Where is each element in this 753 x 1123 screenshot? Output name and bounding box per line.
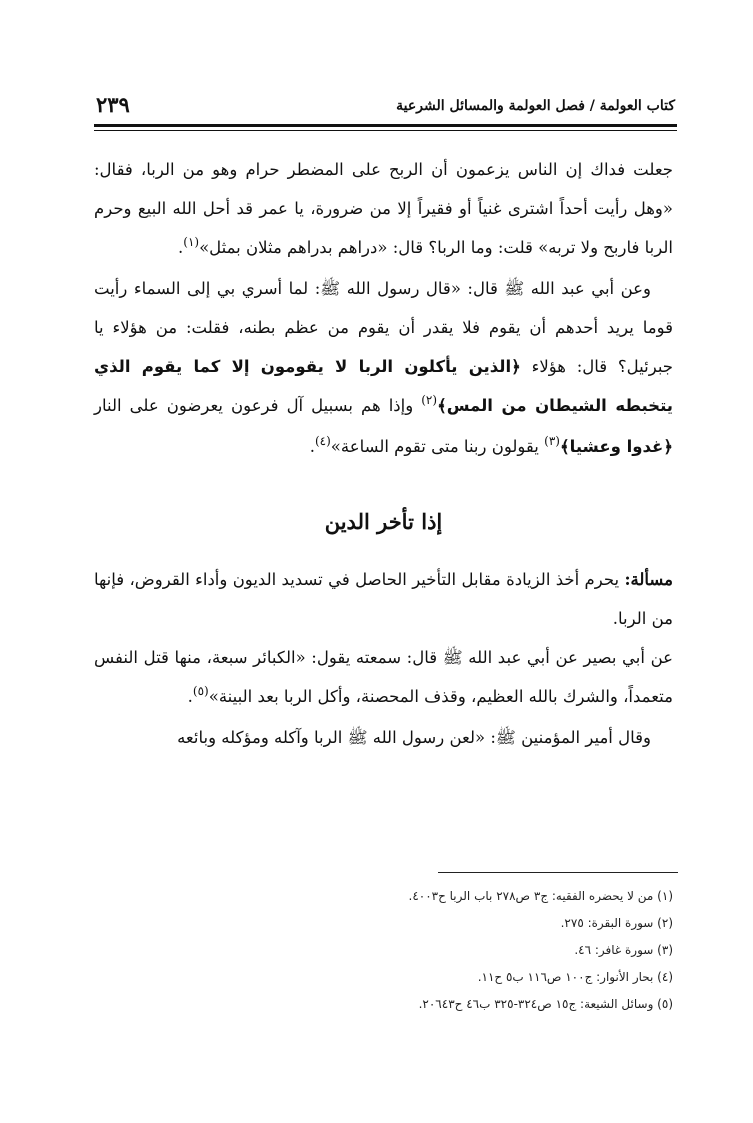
header-rule-thick xyxy=(94,124,677,127)
quran-quote-1: ﴿الذين يأكلون الربا لا يقومون إلا كما يقوم الذي يتخبطه الشيطان من المس﴾ xyxy=(94,357,673,415)
paragraph-4: عن أبي بصير عن أبي عبد الله ﷺ قال: سمعته يقول: «الكبائر سبعة، منها قتل النفس متعمداً، والشرك بالله العظيم، وقذف المحصنة، وأكل الربا بعد البينة»$^{(٥)}$. xyxy=(94,648,673,706)
footnote-ref-3[interactable]: (٣) xyxy=(544,434,560,448)
footnotes xyxy=(240,883,673,1018)
page-number: ٢٣٩ xyxy=(96,92,130,117)
paragraph-3: مسألة: يحرم أخذ الزيادة مقابل التأخير الحاصل في تسديد الديون وأداء القروض، فإنها من الربا. xyxy=(94,570,673,628)
quran-quote-2: ﴿غدوا وعشيا﴾ xyxy=(559,437,673,456)
paragraph-2: وعن أبي عبد الله ﷺ قال: «قال رسول الله ﷺ: لما أسري بي إلى السماء رأيت قوما يريد أحدهم أن يقوم فلا يقدر أن يقوم من عظم بطنه، فقلت: من هؤلاء يا جبرئيل؟ قال: هؤلاء ﴿الذين يأكلون الربا لا يقومون إلا كما يقوم الذي يتخبطه الشيطان من المس﴾$^{(٢)}$ وإذا هم بسبيل آل فرعون يعرضون على النار ﴿غدوا وعشيا﴾$^{(٣)}$ يقولون ربنا متى تقوم الساعة»$^{(٤)}$. xyxy=(94,279,674,456)
footnote-ref-4[interactable]: (٤) xyxy=(314,434,331,448)
footnote-2: (٢) سورة البقرة: ٢٧٥. xyxy=(560,916,673,930)
footnote-5: (٥) وسائل الشيعة: ج١٥ ص٣٢٤-٣٢٥ ب٤٦ ح٢٠٦٤٣. xyxy=(418,997,673,1011)
footnote-separator xyxy=(438,872,678,873)
paragraph-1: جعلت فداك إن الناس يزعمون أن الربح على المضطر حرام وهو من الربا، فقال: «وهل رأيت أحداً اشترى غنياً أو فقيراً إلا من ضرورة، يا عمر قد أحل الله البيع وحرم الربا فاربح ولا تربه» قلت: وما الربا؟ قال: «دراهم بدراهم مثلان بمثل»$^{(١)}$. xyxy=(94,160,673,257)
header-rule-thin xyxy=(94,130,677,131)
footnote-1: (١) من لا يحضره الفقيه: ج٣ ص٢٧٨ باب الربا ح٤٠٠٣. xyxy=(408,889,673,903)
footnote-ref-2[interactable]: (٢) xyxy=(421,393,438,407)
footnote-4: (٤) بحار الأنوار: ج١٠٠ ص١١٦ ب٥ ح١١. xyxy=(477,970,673,984)
main-text xyxy=(94,150,673,757)
paragraph-5: وقال أمير المؤمنين ﷺ: «لعن رسول الله ﷺ الربا وآكله ومؤكله وبائعه xyxy=(177,728,651,747)
running-header xyxy=(96,92,675,122)
header-title: كتاب العولمة / فصل العولمة والمسائل الشرعية xyxy=(396,98,675,114)
footnote-ref-5[interactable]: (٥) xyxy=(192,684,209,698)
footnote-3: (٣) سورة غافر: ٤٦. xyxy=(574,943,673,957)
issue-label: مسألة: xyxy=(624,570,673,589)
section-heading: إذا تأخر الدين xyxy=(324,509,443,534)
footnote-ref-1[interactable]: (١) xyxy=(183,235,200,249)
